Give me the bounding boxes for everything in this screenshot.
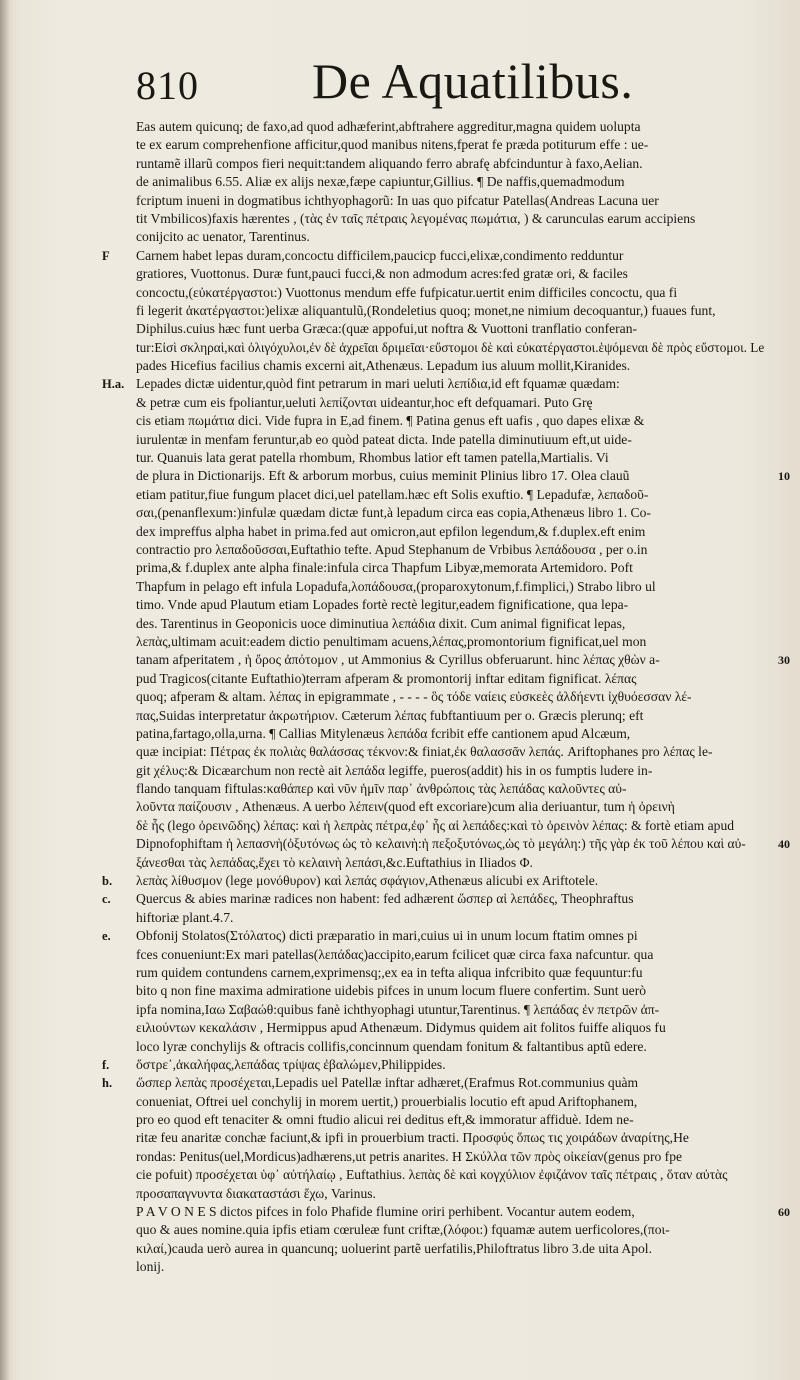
text-line xyxy=(136,964,786,982)
text-line xyxy=(136,615,786,633)
text-line xyxy=(102,890,786,908)
text-line xyxy=(136,320,786,338)
text-line xyxy=(136,982,786,1000)
text-line xyxy=(136,265,786,283)
text-line xyxy=(136,633,786,651)
line-text: lonij. xyxy=(136,1259,165,1275)
line-text: ειλιούντων κεκαλάσιν , Hermippus apud Athenæum. Didymus quidem ait folitos fuiffe aliquos fu xyxy=(136,1020,666,1036)
line-text: & petræ cum eis fpoliantur,ueluti λεπίζονται uideantur,hoc eft defquamari. Puto Grę xyxy=(136,394,593,410)
text-line xyxy=(136,1093,786,1111)
line-text: te ex earum comprehenfione afficitur,quod manibus nitens,fperat fe præda potiturum effe : ue- xyxy=(136,137,649,153)
line-number: 30 xyxy=(778,653,790,668)
line-text: dex impreffus alpha habet in prima.fed aut omicron,aut epfilon legendum,& f.duplex.eft enim xyxy=(136,523,646,539)
margin-note: F xyxy=(102,248,110,263)
text-line xyxy=(102,247,786,265)
text-line xyxy=(136,449,786,467)
line-text: σαι,(penanflexum:)infulæ quædam dictæ funt,à lepadum circa eas copia,Athenæus libro 1. Co- xyxy=(136,505,651,521)
line-text: conueniat, Oftrei uel conchylij in morem uertit,) prouerbialis locutio eft apud Ariftophanem, xyxy=(136,1093,638,1109)
margin-note: f. xyxy=(102,1057,110,1072)
text-line xyxy=(136,412,786,430)
line-text: conijcito ac uenator, Tarentinus. xyxy=(136,229,310,245)
line-text: Quercus & abies marinæ radices non habent: fed adhærent ὥσπερ αἱ λεπάδες, Theophraftus xyxy=(136,891,634,907)
text-line xyxy=(136,228,786,246)
margin-note: h. xyxy=(102,1076,113,1091)
line-text: etiam patitur,fiue fungum placet dici,uel patellam.hæc eft Solis exuftio. ¶ Lepadufæ, λεπαδοῦ- xyxy=(136,486,649,502)
text-line xyxy=(136,798,786,816)
line-text: de animalibus 6.55. Aliæ ex alijs nexæ,fæpe capiuntur,Gillius. ¶ De naffis,quemadmodum xyxy=(136,174,625,190)
line-text: cis etiam πωμάτια dici. Vide fupra in E,ad finem. ¶ Patina genus eft uafis , quo dapes elixæ & xyxy=(136,413,645,429)
line-text: flando tanquam fiftulas:καθάπερ καὶ νῦν ἡμῖν παρ᾽ ἀνθρώποις τὰς λεπάδας καλοῦντες αὐ- xyxy=(136,781,627,797)
line-text: πας,Suidas interpretatur ἀκρωτήριον. Cæterum λέπας fubftantiuum per o. Græcis plerunq; eft xyxy=(136,707,644,723)
line-text: tanam afperitatem , ἡ ὄρος ἀπότομον , ut Ammonius & Cyrillus obferuarunt. hinc λέπας χθὼν a- xyxy=(136,652,660,668)
line-text: Carnem habet lepas duram,concoctu difficilem,paucicp fucci,elixæ,condimento redduntur xyxy=(136,247,624,263)
text-line xyxy=(102,927,786,945)
line-number: 40 xyxy=(778,837,790,852)
text-line xyxy=(136,210,786,228)
line-text: ὥσπερ λεπὰς προσέχεται,Lepadis uel Patellæ inftar adhæret,(Erafmus Rot.communius quàm xyxy=(136,1075,639,1091)
text-line xyxy=(136,1166,786,1184)
text-line xyxy=(136,725,786,743)
text-line xyxy=(136,707,786,725)
line-text: gratiores, Vuottonus. Duræ funt,pauci fucci,& non admodum acres:fed gratæ ori, & faciles xyxy=(136,266,628,282)
text-line xyxy=(136,1203,790,1221)
page-header xyxy=(136,52,776,122)
text-line xyxy=(102,375,786,393)
text-line xyxy=(136,651,790,669)
margin-note: e. xyxy=(102,929,111,944)
line-text: patina,fartago,olla,urna. ¶ Callias Mitylenæus λεπάδα fcribit effe cantionem apud Alcæum, xyxy=(136,725,631,741)
line-text: des. Tarentinus in Geoponicis uoce diminutiua λεπάδια dixit. Cum animal fignificat lepas, xyxy=(136,615,626,631)
line-text: pades Hicefius facilius chamis excerni ait,Athenæus. Lepadum ius aluum mollit,Kiranides. xyxy=(136,358,631,374)
line-text: κιλαί,)cauda uerò aurea in quancunq; uoluerint partẽ uerfatilis,Philoftratus libro 3.de uita Apol. xyxy=(136,1240,652,1256)
line-text: fcriptum inueni in dogmatibus ichthyophagorũ: In uas quo pifcatur Patellas(Andreas Lacuna uer xyxy=(136,192,659,208)
text-line xyxy=(136,578,786,596)
line-text: quæ incipiat: Πέτρας ἐκ πολιὰς θαλάσσας τέκνον:& finiat,ἐκ θαλασσᾶν λεπάς. Ariftophanes pro λέπας le- xyxy=(136,744,713,760)
line-text: concoctu,(εὐκατέργαστοι:) Vuottonus mendum effe fufpicatur.uertit enim difficiles concoctu, qua fi xyxy=(136,284,678,300)
text-line xyxy=(136,946,786,964)
line-text: fces conueniunt:Ex mari patellas(λεπάδας)accipito,earum fcilicet quæ circa faxa nafcuntur. qua xyxy=(136,946,654,962)
line-text: prima,& f.duplex ante alpha finale:infula circa Thapfum Libyæ,memorata Artemidoro. Poft xyxy=(136,560,633,576)
line-text: ξάνεσθαι τὰς λεπάδας,ἔχει τὸ κελαινὴ λεπάσι,&c.Euftathius in Iliados Φ. xyxy=(136,854,533,870)
line-text: rondas: Penitus(uel,Mordicus)adhærens,ut petris anarites. Η Σκύλλα τῶν πρὸς οἰκείαν(genus pro fpe xyxy=(136,1148,683,1164)
line-number: 10 xyxy=(778,469,790,484)
line-text: quoq; afperam & altam. λέπας in epigrammate , - - - - ὃς τόδε ναίεις εὐσκεὲς ἀλδήεντι ἰχθυόεσσαν λέ- xyxy=(136,689,692,705)
line-text: Eas autem quicunq; de faxo,ad quod adhæferint,abftrahere aggreditur,magna quidem uolupta xyxy=(136,119,641,134)
margin-note: c. xyxy=(102,892,111,907)
text-line xyxy=(136,357,786,375)
text-line xyxy=(136,762,786,780)
text-line xyxy=(136,1019,786,1037)
text-line xyxy=(136,1129,786,1147)
text-line xyxy=(136,302,786,320)
text-line xyxy=(136,504,786,522)
line-text: λεπὰς λίθυσμον (lege μονόθυρον) καὶ λεπάς σφάγιον,Athenæus alicubi ex Ariftotele. xyxy=(136,873,599,889)
text-line xyxy=(136,596,786,614)
text-line xyxy=(136,780,786,798)
text-line xyxy=(136,192,786,210)
text-line xyxy=(136,136,786,154)
line-text: Obfonij Stolatos(Στόλατος) dicti præparatio in mari,cuius ui in unum locum ftatim omnes pi xyxy=(136,928,638,944)
text-line xyxy=(136,339,786,357)
text-line xyxy=(136,909,786,927)
line-text: fi legerit ἀκατέργαστοι:)elixæ aliquantulũ,(Rondeletius quoq; monet,ne nimium decoquantur,) fuaues funt, xyxy=(136,302,716,318)
line-text: P A V O N E S dictos pifces in folo Phafide flumine oriri perhibent. Vocantur autem eodem, xyxy=(136,1204,635,1220)
line-text: λοῦντα παίζουσιν , Athenæus. A uerbo λέπειν(quod eft excoriare)cum alia deriuantur, tum ἡ ὀρεινὴ xyxy=(136,799,675,815)
text-line xyxy=(102,1074,786,1092)
line-number: 60 xyxy=(778,1205,790,1220)
line-text: hiftoriæ plant.4.7. xyxy=(136,909,234,925)
text-line xyxy=(136,1038,786,1056)
text-line xyxy=(136,1148,786,1166)
line-text: Thapfum in pelago eft infula Lopadufa,λοπάδουσα,(proparoxytonum,f.fimplici,) Strabo libro ul xyxy=(136,578,656,594)
text-line xyxy=(136,817,786,835)
line-text: tur:Εἰσὶ σκληραὶ,καὶ ὀλιγόχυλοι,ἐν δὲ ἀχρεῖαι δριμεῖαι·εὔστομοι δὲ καὶ εὐκατέργαστοι.ἑψόμεναι δὲ πρὸς εὔστομοι. Le xyxy=(136,339,765,355)
text-line xyxy=(136,670,786,688)
line-text: Lepades dictæ uidentur,quòd fint petrarum in mari ueluti λεπίδια,id eft fquamæ quædam: xyxy=(136,376,620,392)
text-line xyxy=(136,1185,786,1203)
page-number: 810 xyxy=(136,63,199,108)
text-line xyxy=(136,173,786,191)
line-text: pud Tragicos(citante Euftathio)terram afperam & promontorij inftar editam fignificat. λέπας xyxy=(136,670,637,686)
line-text: bito q non fine maxima admiratione uidebis pifces in unum locum fluere confertim. Sunt uerò xyxy=(136,983,647,999)
text-line xyxy=(136,743,786,761)
line-text: tur. Quanuis lata gerat patella rhombum, Rhombus latior eft tamen patella,Martialis. Vi xyxy=(136,450,609,466)
line-text: pro eo quod eft tenaciter & omni ftudio alicui rei deditus eft,& immoratur affiduè. Idem ne- xyxy=(136,1112,634,1128)
text-line xyxy=(136,523,786,541)
line-text: Dipnofophiftam ἡ λεπασνὴ(ὀξυτόνως ὡς τὸ κελαινὴ:ἡ πεξοξυτόνως,ὡς τὸ μεγάλη:) τῆς γὰρ ἐκ τοῦ λέπου καὶ αὐ- xyxy=(136,836,746,852)
line-text: contractio pro λεπαδοῦσσαι,Euftathio tefte. Apud Stephanum de Vrbibus λεπάδουσα , per o.in xyxy=(136,541,648,557)
line-text: timo. Vnde apud Plautum etiam Lopades fortè rectè legitur,eadem fignificatione, qua lepa- xyxy=(136,597,629,613)
text-line xyxy=(136,431,786,449)
line-text: cie pofuit) προσέχεται ὑφ᾽ αὐτήλαίῳ , Euftathius. λεπὰς δὲ καὶ κογχύλιον ἐφιζάνον ταῖς πέτραις , ὅταν αὐτὰς xyxy=(136,1167,728,1183)
line-text: loco lyræ conchylijs & oftracis collifis,concinnum quendam fonitum & faltantibus aptũ edere. xyxy=(136,1038,647,1054)
line-text: iurulentæ in menfam feruntur,ab eo quòd pateat dicta. Inde patella diminutiuum eft,ut uide- xyxy=(136,431,632,447)
text-line xyxy=(136,486,786,504)
line-text: tit Vmbilicos)faxis hærentes , (τὰς ἐν ταῖς πέτραις λεγομένας πωμάτια, ) & carunculas earum accipiens xyxy=(136,210,696,226)
text-line xyxy=(136,155,786,173)
text-line xyxy=(136,1240,786,1258)
text-line xyxy=(136,394,786,412)
line-text: Diphilus.cuius hæc funt uerba Græca:(quæ appofui,ut noftra & Vuottoni tranflatio conferan- xyxy=(136,321,638,337)
line-text: δὲ ἧς (lego ὀρεινῶδης) λέπας: καὶ ἡ λεπρὰς πέτρα,ἐφ᾽ ἧς αἱ λεπάδες:καὶ τὸ ὀρεινὸν λέπας: & fortè etiam apud xyxy=(136,817,735,833)
line-text: λεπὰς,ultimam acuit:eadem dictio penultimam acuens,λέπας,promontorium fignificat,uel mon xyxy=(136,633,647,649)
line-text: ipfa nomina,Ιαω Σαβαώθ:quibus fanè ichthyophagi utuntur,Tarentinus. ¶ λεπάδας ἐν πετρῶν ἀπ- xyxy=(136,1001,660,1017)
text-line xyxy=(136,1001,786,1019)
text-line xyxy=(136,688,786,706)
text-line xyxy=(136,467,790,485)
page-gutter-shadow xyxy=(0,0,10,1380)
body-text xyxy=(102,118,790,1277)
text-line xyxy=(136,1111,786,1129)
text-line xyxy=(102,872,786,890)
line-text: runtamẽ illarũ compos fieri nequit:tandem aliquando ferro abrafę abfcinduntur à faxo,Aelian. xyxy=(136,155,643,171)
text-line xyxy=(136,118,786,136)
line-text: quo & aues nomine.quia ipfis etiam cœruleæ funt criftæ,(λόφοι:) fquamæ autem uerficolores,(ποι- xyxy=(136,1222,670,1238)
running-title: De Aquatilibus. xyxy=(312,53,634,109)
text-line xyxy=(136,1221,786,1239)
text-line xyxy=(136,835,790,853)
margin-note: b. xyxy=(102,874,113,889)
line-text: de plura in Dictionarijs. Eft & arborum morbus, cuius meminit Plinius libro 17. Olea clauũ xyxy=(136,468,630,484)
text-line xyxy=(136,541,786,559)
text-line xyxy=(136,854,786,872)
text-line xyxy=(136,284,786,302)
text-line xyxy=(136,1258,786,1276)
line-text: ritæ feu anaritæ conchæ faciunt,& ipfi in prouerbium tracti. Προσφύς ὅπως τις χοιράδων ἀναρίτης,He xyxy=(136,1130,689,1146)
text-line xyxy=(136,559,786,577)
text-line xyxy=(102,1056,786,1074)
line-text: προσαπαγνυντα διακαταστάσι ἔχω, Varinus. xyxy=(136,1185,376,1201)
margin-note: H.a. xyxy=(102,377,125,392)
line-text: rum quidem contundens carnem,exprimensq;,ex ea in tefta aliqua infcribito quæ fequuntur:fu xyxy=(136,964,643,980)
line-text: ὄστρε᾽,ἀκαλήφας,λεπάδας τρίψας ἐβαλώμεν,Philippides. xyxy=(136,1056,446,1072)
line-text: git χέλυς:& Dicæarchum non rectè ait λεπάδα legiffe, pueros(addit) his in os fumptis ludere in- xyxy=(136,762,653,778)
